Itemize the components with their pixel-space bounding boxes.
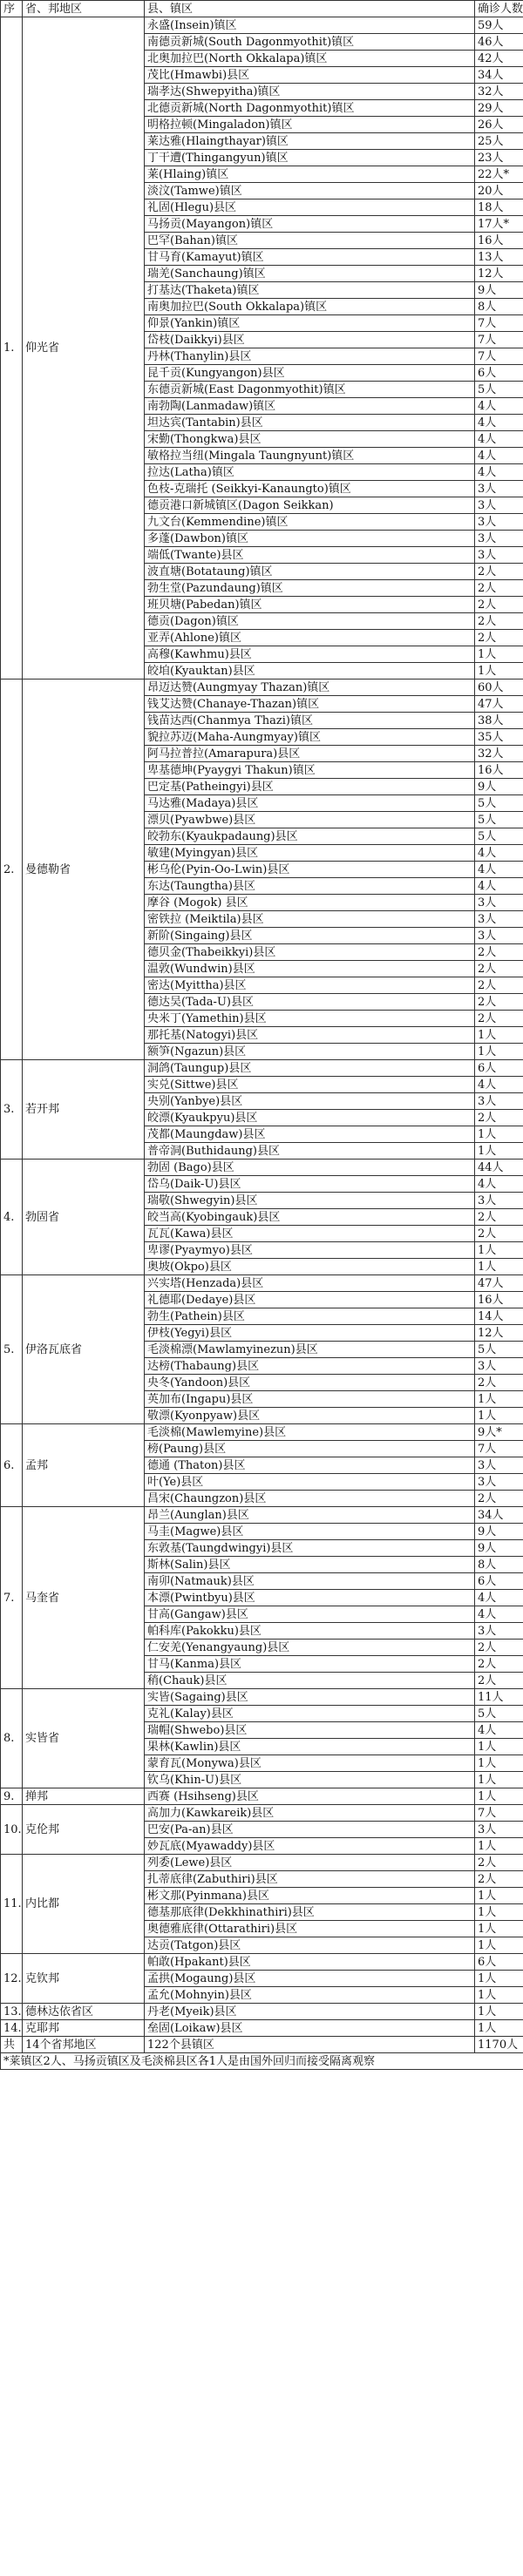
county-name: 岱乌(Daik-U)县区 — [145, 1176, 475, 1193]
total-states: 14个省邦地区 — [23, 2037, 145, 2053]
county-name: 九文台(Kemmendine)镇区 — [145, 514, 475, 531]
county-name: 昂兰(Aunglan)县区 — [145, 1507, 475, 1524]
county-name: 瑞帽(Shwebo)县区 — [145, 1722, 475, 1739]
county-name: 德贡(Dagon)镇区 — [145, 613, 475, 630]
case-count: 2人 — [475, 564, 523, 580]
table-row — [1, 1275, 523, 1292]
case-count: 17人* — [475, 216, 523, 233]
county-name: 央冬(Yandoon)县区 — [145, 1375, 475, 1391]
state-name: 实皆省 — [23, 1689, 145, 1788]
case-count: 5人 — [475, 812, 523, 828]
county-name: 央别(Yanbye)县区 — [145, 1093, 475, 1110]
case-count: 6人 — [475, 1060, 523, 1077]
state-name: 曼德勒省 — [23, 679, 145, 1060]
county-name: 淡汶(Tamwe)镇区 — [145, 183, 475, 199]
case-count: 8人 — [475, 1557, 523, 1573]
footnote: *莱镇区2人、马扬贡镇区及毛淡棉县区各1人是由国外回归而接受隔离观察 — [1, 2053, 523, 2070]
county-name: 高加力(Kawkareik)县区 — [145, 1805, 475, 1822]
case-count: 2人 — [475, 1656, 523, 1673]
case-count: 4人 — [475, 464, 523, 481]
county-name: 仰景(Yankin)镇区 — [145, 315, 475, 332]
county-name: 明格拉顿(Mingaladon)镇区 — [145, 117, 475, 133]
row-index: 12. — [1, 1954, 23, 2004]
case-count: 5人 — [475, 382, 523, 398]
county-name: 仁安羌(Yenangyaung)县区 — [145, 1640, 475, 1656]
county-name: 实兑(Sittwe)县区 — [145, 1077, 475, 1093]
case-count: 1人 — [475, 1987, 523, 2004]
case-count: 4人 — [475, 1077, 523, 1093]
case-count: 2人 — [475, 1375, 523, 1391]
case-count: 4人 — [475, 878, 523, 895]
table-row — [1, 1788, 523, 1805]
county-name: 皎漂(Kyaukpyu)县区 — [145, 1110, 475, 1126]
county-name: 叶(Ye)县区 — [145, 1474, 475, 1491]
row-index: 13. — [1, 2004, 23, 2020]
county-name: 斯林(Salin)县区 — [145, 1557, 475, 1573]
county-name: 亚弄(Ahlone)镇区 — [145, 630, 475, 646]
case-count: 1人 — [475, 1921, 523, 1937]
county-name: 东敦基(Taungdwingyi)县区 — [145, 1540, 475, 1557]
row-index: 10. — [1, 1805, 23, 1855]
case-count: 9人 — [475, 1524, 523, 1540]
case-count: 2人 — [475, 1011, 523, 1027]
county-name: 奥坡(Okpo)县区 — [145, 1259, 475, 1275]
table-row — [1, 17, 523, 34]
county-name: 昌宋(Chaungzon)县区 — [145, 1491, 475, 1507]
county-name: 北奥加拉巴(North Okkalapa)镇区 — [145, 51, 475, 67]
case-count: 25人 — [475, 133, 523, 150]
county-name: 礼德耶(Dedaye)县区 — [145, 1292, 475, 1308]
county-name: 漂贝(Pyawbwe)县区 — [145, 812, 475, 828]
case-count: 6人 — [475, 1573, 523, 1590]
county-name: 波直塘(Botataung)镇区 — [145, 564, 475, 580]
case-count: 35人 — [475, 729, 523, 746]
county-name: 永盛(Insein)镇区 — [145, 17, 475, 34]
case-count: 7人 — [475, 1441, 523, 1457]
county-name: 德基那底律(Dekkhinathiri)县区 — [145, 1904, 475, 1921]
county-name: 彬乌伦(Pyin-Oo-Lwin)县区 — [145, 862, 475, 878]
case-count: 3人 — [475, 928, 523, 944]
county-name: 瑞孝达(Shwepyitha)镇区 — [145, 84, 475, 100]
case-count: 7人 — [475, 315, 523, 332]
table-row — [1, 1689, 523, 1706]
case-count: 47人 — [475, 1275, 523, 1292]
county-name: 钦乌(Khin-U)县区 — [145, 1772, 475, 1788]
county-name: 莱达雅(Hlaingthayar)镇区 — [145, 133, 475, 150]
case-count: 3人 — [475, 911, 523, 928]
case-count: 6人 — [475, 365, 523, 382]
county-name: 丹老(Myeik)县区 — [145, 2004, 475, 2020]
county-name: 皎勃东(Kyaukpadaung)县区 — [145, 828, 475, 845]
case-count: 26人 — [475, 117, 523, 133]
county-name: 垒固(Loikaw)县区 — [145, 2020, 475, 2037]
case-count: 4人 — [475, 1176, 523, 1193]
county-name: 甘马(Kanma)县区 — [145, 1656, 475, 1673]
county-name: 马圭(Magwe)县区 — [145, 1524, 475, 1540]
case-count: 2人 — [475, 977, 523, 994]
case-count: 1人 — [475, 1126, 523, 1143]
row-index: 11. — [1, 1855, 23, 1954]
table-header-row — [1, 1, 523, 17]
county-name: 实皆(Sagaing)县区 — [145, 1689, 475, 1706]
county-name: 昆千贡(Kungyangon)县区 — [145, 365, 475, 382]
county-name: 皎当高(Kyobingauk)县区 — [145, 1209, 475, 1226]
header-index: 序 — [1, 1, 23, 17]
case-count: 1人 — [475, 1044, 523, 1060]
county-name: 南德贡新城(South Dagonmyothit)镇区 — [145, 34, 475, 51]
case-count: 7人 — [475, 332, 523, 348]
case-count: 1人 — [475, 1027, 523, 1044]
case-count: 1人 — [475, 1143, 523, 1160]
case-count: 1人 — [475, 1937, 523, 1954]
case-count: 1人 — [475, 1772, 523, 1788]
case-count: 3人 — [475, 1474, 523, 1491]
county-name: 温敦(Wundwin)县区 — [145, 961, 475, 977]
county-name: 彬文那(Pyinmana)县区 — [145, 1888, 475, 1904]
case-count: 34人 — [475, 1507, 523, 1524]
case-count: 32人 — [475, 746, 523, 762]
row-index: 7. — [1, 1507, 23, 1689]
case-count: 2人 — [475, 1226, 523, 1242]
county-name: 钱苗达西(Chanmya Thazi)镇区 — [145, 713, 475, 729]
state-name: 若开邦 — [23, 1060, 145, 1160]
case-count: 18人 — [475, 199, 523, 216]
case-count: 42人 — [475, 51, 523, 67]
table-row — [1, 1507, 523, 1524]
county-name: 摩谷 (Mogok) 县区 — [145, 895, 475, 911]
case-count: 5人 — [475, 828, 523, 845]
county-name: 额笋(Ngazun)县区 — [145, 1044, 475, 1060]
row-index: 4. — [1, 1160, 23, 1275]
case-count: 1人 — [475, 1755, 523, 1772]
header-county: 县、镇区 — [145, 1, 475, 17]
county-name: 丁干遭(Thingangyun)镇区 — [145, 150, 475, 166]
county-name: 宋勤(Thongkwa)县区 — [145, 431, 475, 448]
case-count: 9人 — [475, 779, 523, 795]
case-count: 3人 — [475, 531, 523, 547]
county-name: 丹林(Thanylin)县区 — [145, 348, 475, 365]
county-name: 南勃陶(Lanmadaw)镇区 — [145, 398, 475, 415]
case-count: 1人 — [475, 1904, 523, 1921]
county-name: 巴定基(Patheingyi)县区 — [145, 779, 475, 795]
case-count: 2人 — [475, 961, 523, 977]
case-count: 4人 — [475, 862, 523, 878]
county-name: 色枝-克瑞托 (Seikkyi-Kanaungto)镇区 — [145, 481, 475, 497]
county-name: 勃生堂(Pazundaung)镇区 — [145, 580, 475, 597]
county-name: 达贡(Tatgon)县区 — [145, 1937, 475, 1954]
case-count: 3人 — [475, 1822, 523, 1838]
county-name: 洞鸽(Taungup)县区 — [145, 1060, 475, 1077]
county-name: 钱艾达赞(Chanaye-Thazan)镇区 — [145, 696, 475, 713]
state-name: 孟邦 — [23, 1424, 145, 1507]
case-count: 1人 — [475, 1888, 523, 1904]
case-count: 3人 — [475, 481, 523, 497]
county-name: 兴实塔(Henzada)县区 — [145, 1275, 475, 1292]
row-index: 3. — [1, 1060, 23, 1160]
row-index: 6. — [1, 1424, 23, 1507]
county-name: 瓦瓦(Kawa)县区 — [145, 1226, 475, 1242]
row-index: 1. — [1, 17, 23, 679]
case-count: 4人 — [475, 1722, 523, 1739]
county-name: 瑞敬(Shwegyin)县区 — [145, 1193, 475, 1209]
county-name: 坦达宾(Tantabin)县区 — [145, 415, 475, 431]
case-count: 1人 — [475, 663, 523, 679]
county-name: 扎蒂底律(Zabuthiri)县区 — [145, 1871, 475, 1888]
table-row — [1, 679, 523, 696]
case-count: 2人 — [475, 944, 523, 961]
county-name: 南奥加拉巴(South Okkalapa)镇区 — [145, 299, 475, 315]
table-row — [1, 1805, 523, 1822]
county-name: 阿马拉普拉(Amarapura)县区 — [145, 746, 475, 762]
county-name: 巴安(Pa-an)县区 — [145, 1822, 475, 1838]
county-name: 妙瓦底(Myawaddy)县区 — [145, 1838, 475, 1855]
county-name: 东达(Taungtha)县区 — [145, 878, 475, 895]
case-count: 2人 — [475, 1491, 523, 1507]
case-count: 9人 — [475, 282, 523, 299]
county-name: 昂迈达赞(Aungmyay Thazan)镇区 — [145, 679, 475, 696]
county-name: 打基达(Thaketa)镇区 — [145, 282, 475, 299]
county-name: 马达雅(Madaya)县区 — [145, 795, 475, 812]
county-name: 巴罕(Bahan)镇区 — [145, 233, 475, 249]
state-name: 克钦邦 — [23, 1954, 145, 2004]
case-count: 1人 — [475, 1788, 523, 1805]
case-count: 4人 — [475, 845, 523, 862]
footnote-row — [1, 2053, 523, 2070]
county-name: 央米丁(Yamethin)县区 — [145, 1011, 475, 1027]
county-name: 茂比(Hmawbi)县区 — [145, 67, 475, 84]
case-count: 12人 — [475, 266, 523, 282]
state-name: 德林达依省区 — [23, 2004, 145, 2020]
case-count: 38人 — [475, 713, 523, 729]
case-count: 2人 — [475, 1640, 523, 1656]
case-count: 2人 — [475, 597, 523, 613]
state-name: 伊洛瓦底省 — [23, 1275, 145, 1424]
case-count: 11人 — [475, 1689, 523, 1706]
county-name: 稍(Chauk)县区 — [145, 1673, 475, 1689]
case-count: 2人 — [475, 630, 523, 646]
case-count: 4人 — [475, 448, 523, 464]
county-name: 敏建(Myingyan)县区 — [145, 845, 475, 862]
county-name: 密铁拉 (Meiktila)县区 — [145, 911, 475, 928]
case-count: 4人 — [475, 415, 523, 431]
case-count: 44人 — [475, 1160, 523, 1176]
case-count: 16人 — [475, 233, 523, 249]
table-row — [1, 1954, 523, 1971]
case-count: 32人 — [475, 84, 523, 100]
county-name: 卑谬(Pyaymyo)县区 — [145, 1242, 475, 1259]
case-count: 20人 — [475, 183, 523, 199]
county-name: 达榜(Thabaung)县区 — [145, 1358, 475, 1375]
county-name: 西赛 (Hsihseng)县区 — [145, 1788, 475, 1805]
case-count: 1人 — [475, 1971, 523, 1987]
county-name: 敏格拉当纽(Mingala Taungnyunt)镇区 — [145, 448, 475, 464]
table-row — [1, 1160, 523, 1176]
case-count: 2人 — [475, 1871, 523, 1888]
county-name: 瑞羌(Sanchaung)镇区 — [145, 266, 475, 282]
county-name: 那托基(Natogyi)县区 — [145, 1027, 475, 1044]
case-count: 5人 — [475, 1706, 523, 1722]
total-row — [1, 2037, 523, 2053]
county-name: 帕科库(Pakokku)县区 — [145, 1623, 475, 1640]
case-count: 16人 — [475, 1292, 523, 1308]
county-name: 多蓬(Dawbon)镇区 — [145, 531, 475, 547]
case-count: 1人 — [475, 1242, 523, 1259]
county-name: 高穆(Kawhmu)县区 — [145, 646, 475, 663]
case-count: 3人 — [475, 1193, 523, 1209]
county-name: 帕敢(Hpakant)县区 — [145, 1954, 475, 1971]
county-name: 南卯(Natmauk)县区 — [145, 1573, 475, 1590]
case-count: 22人* — [475, 166, 523, 183]
case-count: 29人 — [475, 100, 523, 117]
county-name: 孟允(Mohnyin)县区 — [145, 1987, 475, 2004]
case-count: 2人 — [475, 1110, 523, 1126]
case-count: 34人 — [475, 67, 523, 84]
total-counties: 122个县镇区 — [145, 2037, 475, 2053]
county-name: 勃固 (Bago)县区 — [145, 1160, 475, 1176]
case-count: 13人 — [475, 249, 523, 266]
case-count: 23人 — [475, 150, 523, 166]
county-name: 伊枝(Yegyi)县区 — [145, 1325, 475, 1342]
state-name: 掸邦 — [23, 1788, 145, 1805]
county-name: 德贡港口新城镇区(Dagon Seikkan) — [145, 497, 475, 514]
table-row — [1, 1424, 523, 1441]
case-count: 2人 — [475, 1209, 523, 1226]
state-name: 马奎省 — [23, 1507, 145, 1689]
case-count: 1人 — [475, 1838, 523, 1855]
row-index: 8. — [1, 1689, 23, 1788]
county-name: 端低(Twante)县区 — [145, 547, 475, 564]
table-row — [1, 2004, 523, 2020]
county-name: 普帝洞(Buthidaung)县区 — [145, 1143, 475, 1160]
case-count: 3人 — [475, 547, 523, 564]
county-name: 岱枝(Daikkyi)县区 — [145, 332, 475, 348]
case-count: 3人 — [475, 1093, 523, 1110]
state-name: 勃固省 — [23, 1160, 145, 1275]
county-name: 果林(Kawlin)县区 — [145, 1739, 475, 1755]
county-name: 毛淡棉漂(Mawlamyinezun)县区 — [145, 1342, 475, 1358]
county-name: 拉达(Latha)镇区 — [145, 464, 475, 481]
case-count: 2人 — [475, 580, 523, 597]
case-count: 5人 — [475, 1342, 523, 1358]
county-name: 卑基德坤(Pyaygyi Thakun)镇区 — [145, 762, 475, 779]
county-name: 孟拱(Mogaung)县区 — [145, 1971, 475, 1987]
case-count: 3人 — [475, 514, 523, 531]
total-label: 共 — [1, 2037, 23, 2053]
case-count: 1人 — [475, 2004, 523, 2020]
case-count: 8人 — [475, 299, 523, 315]
county-name: 甘高(Gangaw)县区 — [145, 1606, 475, 1623]
state-name: 克伦邦 — [23, 1805, 145, 1855]
case-count: 1人 — [475, 1391, 523, 1408]
case-count: 59人 — [475, 17, 523, 34]
case-count: 1人 — [475, 1408, 523, 1424]
total-count: 1170人 — [475, 2037, 523, 2053]
county-name: 东德贡新城(East Dagonmyothit)镇区 — [145, 382, 475, 398]
case-count: 14人 — [475, 1308, 523, 1325]
county-name: 礼固(Hlegu)县区 — [145, 199, 475, 216]
case-count: 7人 — [475, 348, 523, 365]
case-count: 2人 — [475, 613, 523, 630]
case-count: 1人 — [475, 2020, 523, 2037]
case-count: 47人 — [475, 696, 523, 713]
case-count: 2人 — [475, 994, 523, 1011]
case-count: 4人 — [475, 1606, 523, 1623]
county-name: 马扬贡(Mayangon)镇区 — [145, 216, 475, 233]
table-row — [1, 1855, 523, 1871]
county-name: 北德贡新城(North Dagonmyothit)镇区 — [145, 100, 475, 117]
county-name: 勃生(Pathein)县区 — [145, 1308, 475, 1325]
case-count: 2人 — [475, 1855, 523, 1871]
case-count: 60人 — [475, 679, 523, 696]
county-name: 德通 (Thaton)县区 — [145, 1457, 475, 1474]
county-name: 奥德雅底律(Ottarathiri)县区 — [145, 1921, 475, 1937]
case-count: 4人 — [475, 431, 523, 448]
county-name: 敬漂(Kyonpyaw)县区 — [145, 1408, 475, 1424]
row-index: 14. — [1, 2020, 23, 2037]
case-count: 1人 — [475, 646, 523, 663]
county-name: 克礼(Kalay)县区 — [145, 1706, 475, 1722]
county-name: 德贝金(Thabeikkyi)县区 — [145, 944, 475, 961]
county-name: 毛淡棉(Mawlemyine)县区 — [145, 1424, 475, 1441]
case-count: 3人 — [475, 895, 523, 911]
state-name: 内比都 — [23, 1855, 145, 1954]
case-count: 12人 — [475, 1325, 523, 1342]
row-index: 5. — [1, 1275, 23, 1424]
state-name: 仰光省 — [23, 17, 145, 679]
county-name: 班贝塘(Pabedan)镇区 — [145, 597, 475, 613]
county-name: 貌拉苏迈(Maha-Aungmyay)镇区 — [145, 729, 475, 746]
county-name: 蒙育瓦(Monywa)县区 — [145, 1755, 475, 1772]
header-state: 省、邦地区 — [23, 1, 145, 17]
header-count: 确诊人数 — [475, 1, 523, 17]
county-name: 莱(Hlaing)镇区 — [145, 166, 475, 183]
county-name: 茂都(Maungdaw)县区 — [145, 1126, 475, 1143]
case-count: 46人 — [475, 34, 523, 51]
row-index: 2. — [1, 679, 23, 1060]
state-name: 克耶邦 — [23, 2020, 145, 2037]
case-count: 3人 — [475, 497, 523, 514]
county-name: 甘马育(Kamayut)镇区 — [145, 249, 475, 266]
county-name: 本漂(Pwintbyu)县区 — [145, 1590, 475, 1606]
table-row — [1, 1060, 523, 1077]
case-count: 4人 — [475, 398, 523, 415]
case-count: 4人 — [475, 1590, 523, 1606]
table-row — [1, 2020, 523, 2037]
case-count: 7人 — [475, 1805, 523, 1822]
county-name: 榜(Paung)县区 — [145, 1441, 475, 1457]
county-name: 新阶(Singaing)县区 — [145, 928, 475, 944]
case-count: 5人 — [475, 795, 523, 812]
case-count: 1人 — [475, 1739, 523, 1755]
county-name: 列委(Lewe)县区 — [145, 1855, 475, 1871]
case-count: 6人 — [475, 1954, 523, 1971]
case-count: 9人 — [475, 1540, 523, 1557]
case-count: 9人* — [475, 1424, 523, 1441]
case-count: 1人 — [475, 1259, 523, 1275]
county-name: 皎垍(Kyauktan)县区 — [145, 663, 475, 679]
case-count: 3人 — [475, 1358, 523, 1375]
county-name: 德达吴(Tada-U)县区 — [145, 994, 475, 1011]
county-name: 密达(Myittha)县区 — [145, 977, 475, 994]
case-count: 3人 — [475, 1623, 523, 1640]
county-name: 英加布(Ingapu)县区 — [145, 1391, 475, 1408]
case-count: 3人 — [475, 1457, 523, 1474]
row-index: 9. — [1, 1788, 23, 1805]
case-count: 2人 — [475, 1673, 523, 1689]
case-count: 16人 — [475, 762, 523, 779]
